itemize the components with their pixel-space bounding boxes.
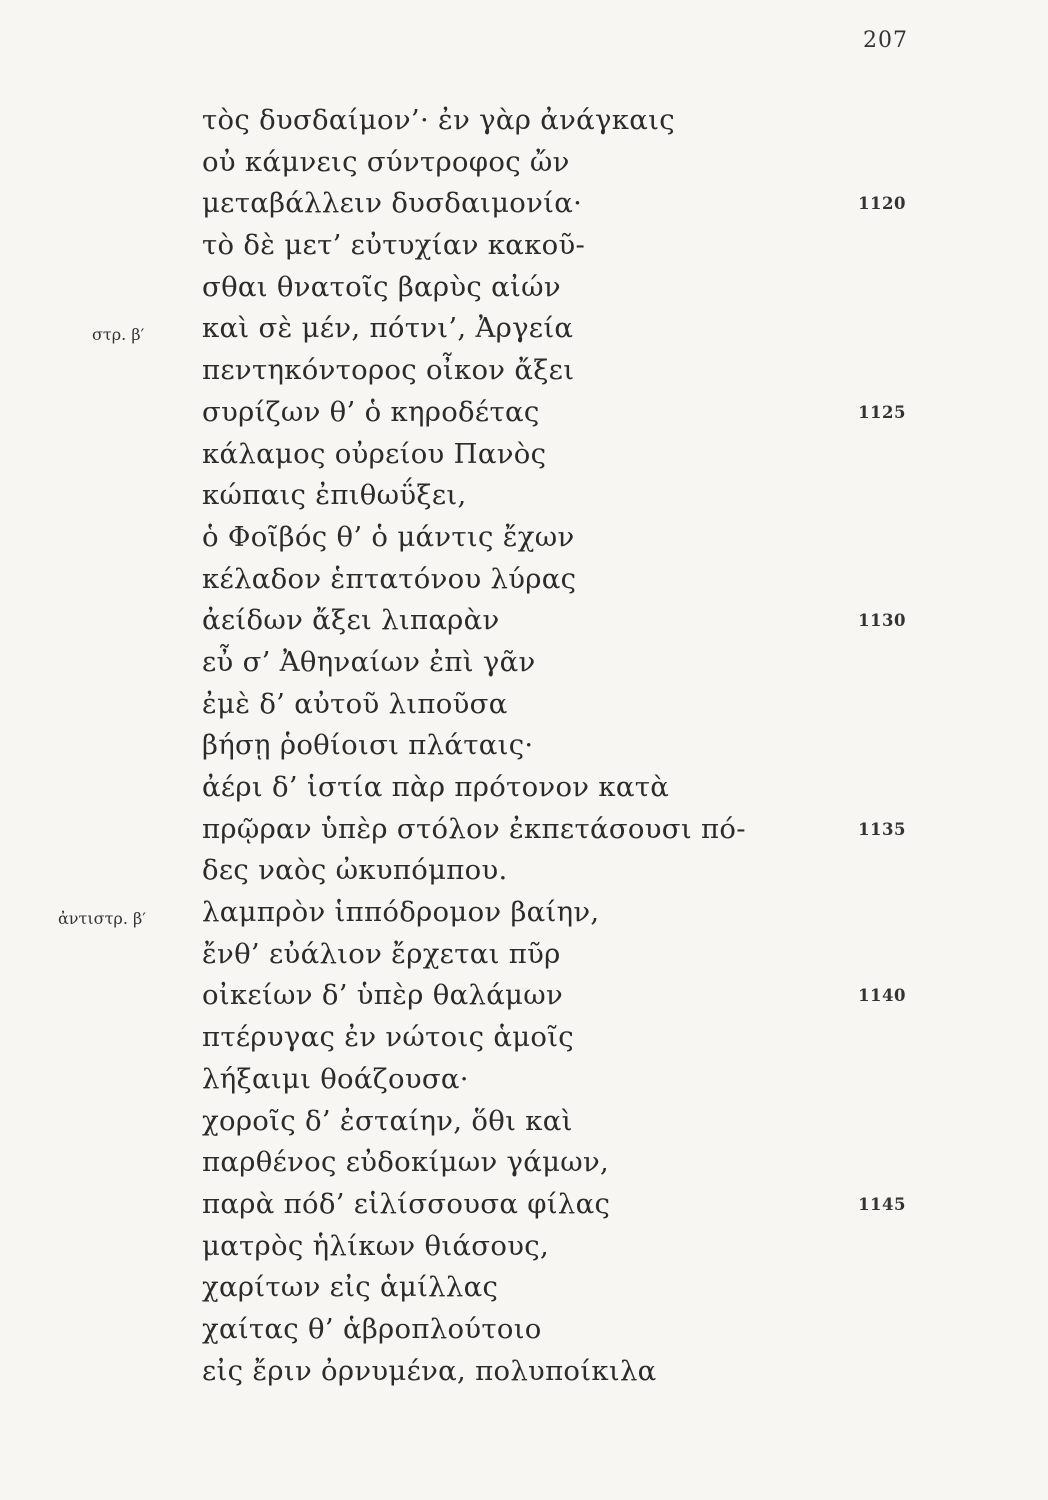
line-number: 1120 <box>858 194 906 214</box>
verse-line <box>0 1059 1048 1101</box>
verse-line <box>0 1309 1048 1351</box>
verse-text: παρὰ πόδ’ εἱλίσσουσα φίλας <box>202 1187 611 1220</box>
verse-line <box>0 559 1048 601</box>
strophe-label: στρ. β′ <box>92 325 145 345</box>
line-number: 1145 <box>858 1194 906 1214</box>
verse-text: ἔνθ’ εὐάλιον ἔρχεται πῦρ <box>202 937 561 970</box>
verse-text: σθαι θνατοῖς βαρὺς αἰών <box>202 270 561 303</box>
verse-text: κώπαις ἐπιθωΰξει, <box>202 479 467 512</box>
verse-line <box>0 1351 1048 1393</box>
verse-line <box>0 725 1048 767</box>
verse-text: χοροῖς δ’ ἐσταίην, ὅθι καὶ <box>202 1104 573 1137</box>
verse-text: λαμπρὸν ἱππόδρομον βαίην, <box>202 896 600 929</box>
verse-line <box>0 642 1048 684</box>
verse-text: κάλαμος οὐρείου Πανὸς <box>202 437 547 470</box>
verse-text: βήσῃ ῥοθίοισι πλάταις· <box>202 729 534 762</box>
verse-line <box>0 1267 1048 1309</box>
verse-text: μεταβάλλειν δυσδαιμονία· <box>202 187 583 220</box>
verse-text: δες ναὸς ὠκυπόμπου. <box>202 854 508 887</box>
verse-line <box>0 350 1048 392</box>
verse-line <box>0 809 1048 851</box>
verse-text: συρίζων θ’ ὁ κηροδέτας <box>202 395 540 428</box>
verse-text: πεντηκόντορος οἶκον ἄξει <box>202 354 575 387</box>
verse-line <box>0 1101 1048 1143</box>
verse-text: παρθένος εὐδοκίμων γάμων, <box>202 1146 610 1179</box>
line-number: 1135 <box>858 819 906 839</box>
verse-line <box>0 267 1048 309</box>
verse-text: ματρὸς ἡλίκων θιάσους, <box>202 1229 549 1262</box>
verse-text: χαρίτων εἰς ἁμίλλας <box>202 1271 499 1304</box>
verse-line <box>0 392 1048 434</box>
verse-line <box>0 975 1048 1017</box>
verse-text: ὁ Φοῖβός θ’ ὁ μάντις ἔχων <box>202 520 575 553</box>
verse-text: οὐ κάμνεις σύντροφος ὤν <box>202 145 570 178</box>
verse-line <box>0 100 1048 142</box>
verse-line <box>0 1142 1048 1184</box>
verse-text: οἰκείων δ’ ὑπὲρ θαλάμων <box>202 979 563 1012</box>
verse-line <box>0 142 1048 184</box>
page-number: 207 <box>863 28 908 53</box>
verse-line <box>0 517 1048 559</box>
verse-line <box>0 1226 1048 1268</box>
verse-line <box>0 225 1048 267</box>
verse-text: πτέρυγας ἐν νώτοις ἁμοῖς <box>202 1021 575 1054</box>
verse-line <box>0 767 1048 809</box>
verse-line <box>0 600 1048 642</box>
verse-block <box>0 100 1048 1392</box>
line-number: 1130 <box>858 611 906 631</box>
strophe-label: ἀντιστρ. β′ <box>58 909 146 929</box>
verse-text: λήξαιμι θοάζουσα· <box>202 1062 469 1095</box>
line-number: 1140 <box>858 986 906 1006</box>
verse-text: τὸ δὲ μετ’ εὐτυχίαν κακοῦ- <box>202 229 586 262</box>
verse-line <box>0 475 1048 517</box>
verse-text: καὶ σὲ μέν, πότνι’, Ἀργεία <box>202 312 574 345</box>
verse-text: ἐμὲ δ’ αὐτοῦ λιποῦσα <box>202 687 508 720</box>
verse-line <box>0 684 1048 726</box>
verse-text: ἀείδων ἄξει λιπαρὰν <box>202 604 500 637</box>
verse-line <box>0 183 1048 225</box>
line-number: 1125 <box>858 402 906 422</box>
verse-text: εὖ σ’ Ἀθηναίων ἐπὶ γᾶν <box>202 645 536 678</box>
verse-line <box>0 934 1048 976</box>
verse-text: κέλαδον ἑπτατόνου λύρας <box>202 562 577 595</box>
verse-line <box>0 434 1048 476</box>
verse-line <box>0 308 1048 350</box>
verse-text: τὸς δυσδαίμον’· ἐν γὰρ ἀνάγκαις <box>202 104 675 136</box>
verse-text: ἀέρι δ’ ἱστία πὰρ πρότονον κατὰ <box>202 771 670 803</box>
verse-text: πρῷραν ὑπὲρ στόλον ἐκπετάσουσι πό- <box>202 812 746 845</box>
verse-line <box>0 892 1048 934</box>
verse-line <box>0 1017 1048 1059</box>
verse-line <box>0 1184 1048 1226</box>
verse-text: χαίτας θ’ ἁβροπλούτοιο <box>202 1312 542 1345</box>
verse-line <box>0 850 1048 892</box>
verse-text: εἰς ἔριν ὀρνυμένα, πολυποίκιλα <box>202 1354 657 1387</box>
